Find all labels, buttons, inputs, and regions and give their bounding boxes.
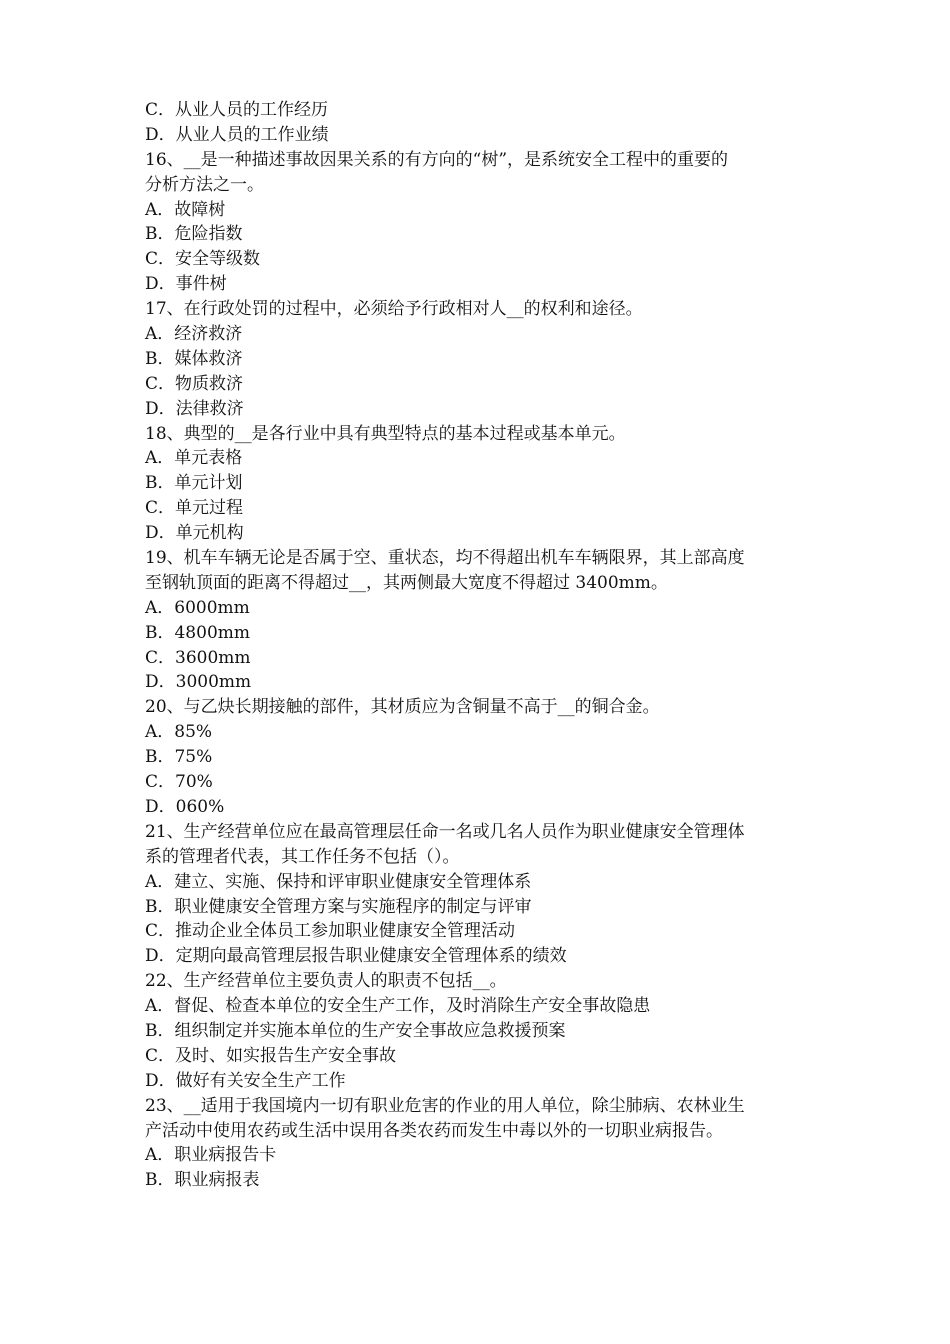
option-line: C．安全等级数 [145, 249, 261, 270]
option-line: A．职业病报告卡 [145, 1145, 277, 1166]
option-line: B．单元计划 [145, 473, 243, 494]
option-line: C．物质救济 [145, 373, 244, 394]
option-line: D．法律救济 [145, 398, 244, 419]
option-line: A．6000mm [145, 597, 250, 618]
option-line: B．媒体救济 [145, 348, 243, 369]
question-line: 系的管理者代表，其工作任务不包括（）。 [145, 846, 460, 867]
question-line: 23、__适用于我国境内一切有职业危害的作业的用人单位，除尘肺病、农林业生 [145, 1095, 745, 1116]
option-line: A．经济救济 [145, 324, 243, 345]
option-line: D．从业人员的工作业绩 [145, 124, 329, 145]
question-line: 21、生产经营单位应在最高管理层任命一名或几名人员作为职业健康安全管理体 [145, 821, 745, 842]
option-line: D．3000mm [145, 672, 252, 693]
question-line: 产活动中使用农药或生活中误用各类农药而发生中毒以外的一切职业病报告。 [145, 1120, 723, 1141]
option-line: A．85% [145, 722, 213, 743]
question-line: 19、机车车辆无论是否属于空、重状态，均不得超出机车车辆限界，其上部高度 [145, 548, 745, 569]
document-body [145, 98, 817, 1193]
option-line: B．75% [145, 747, 213, 768]
question-line: 17、在行政处罚的过程中，必须给予行政相对人__的权利和途径。 [145, 299, 643, 320]
option-line: D．做好有关安全生产工作 [145, 1070, 346, 1091]
option-line: A．督促、检查本单位的安全生产工作，及时消除生产安全事故隐患 [145, 996, 651, 1017]
option-line: C．70% [145, 772, 213, 793]
option-line: A．单元表格 [145, 448, 243, 469]
option-line: C．及时、如实报告生产安全事故 [145, 1045, 397, 1066]
question-line: 分析方法之一。 [145, 174, 264, 195]
option-line: B．危险指数 [145, 224, 243, 245]
option-line: C．从业人员的工作经历 [145, 100, 329, 120]
option-line: D．定期向最高管理层报告职业健康安全管理体系的绩效 [145, 946, 567, 967]
option-line: B．组织制定并实施本单位的生产安全事故应急救援预案 [145, 1020, 566, 1041]
question-line: 18、典型的__是各行业中具有典型特点的基本过程或基本单元。 [145, 423, 626, 444]
question-line: 至钢轨顶面的距离不得超过__，其两侧最大宽度不得超过 3400mm。 [145, 572, 668, 593]
option-line: C．3600mm [145, 647, 251, 668]
option-line: A．故障树 [145, 199, 226, 220]
option-line: D．060% [145, 796, 225, 817]
question-line: 22、生产经营单位主要负责人的职责不包括__。 [145, 971, 507, 992]
option-line: D．单元机构 [145, 523, 244, 544]
question-line: 20、与乙炔长期接触的部件，其材质应为含铜量不高于__的铜合金。 [145, 697, 660, 718]
option-line: C．单元过程 [145, 498, 244, 519]
option-line: B．职业健康安全管理方案与实施程序的制定与评审 [145, 896, 532, 917]
question-line: 16、__是一种描述事故因果关系的有方向的“树”，是系统安全工程中的重要的 [145, 149, 729, 170]
option-line: A．建立、实施、保持和评审职业健康安全管理体系 [145, 871, 532, 892]
option-line: D．事件树 [145, 274, 227, 295]
option-line: C．推动企业全体员工参加职业健康安全管理活动 [145, 921, 516, 942]
option-line: B．职业病报表 [145, 1170, 260, 1191]
option-line: B．4800mm [145, 622, 250, 643]
